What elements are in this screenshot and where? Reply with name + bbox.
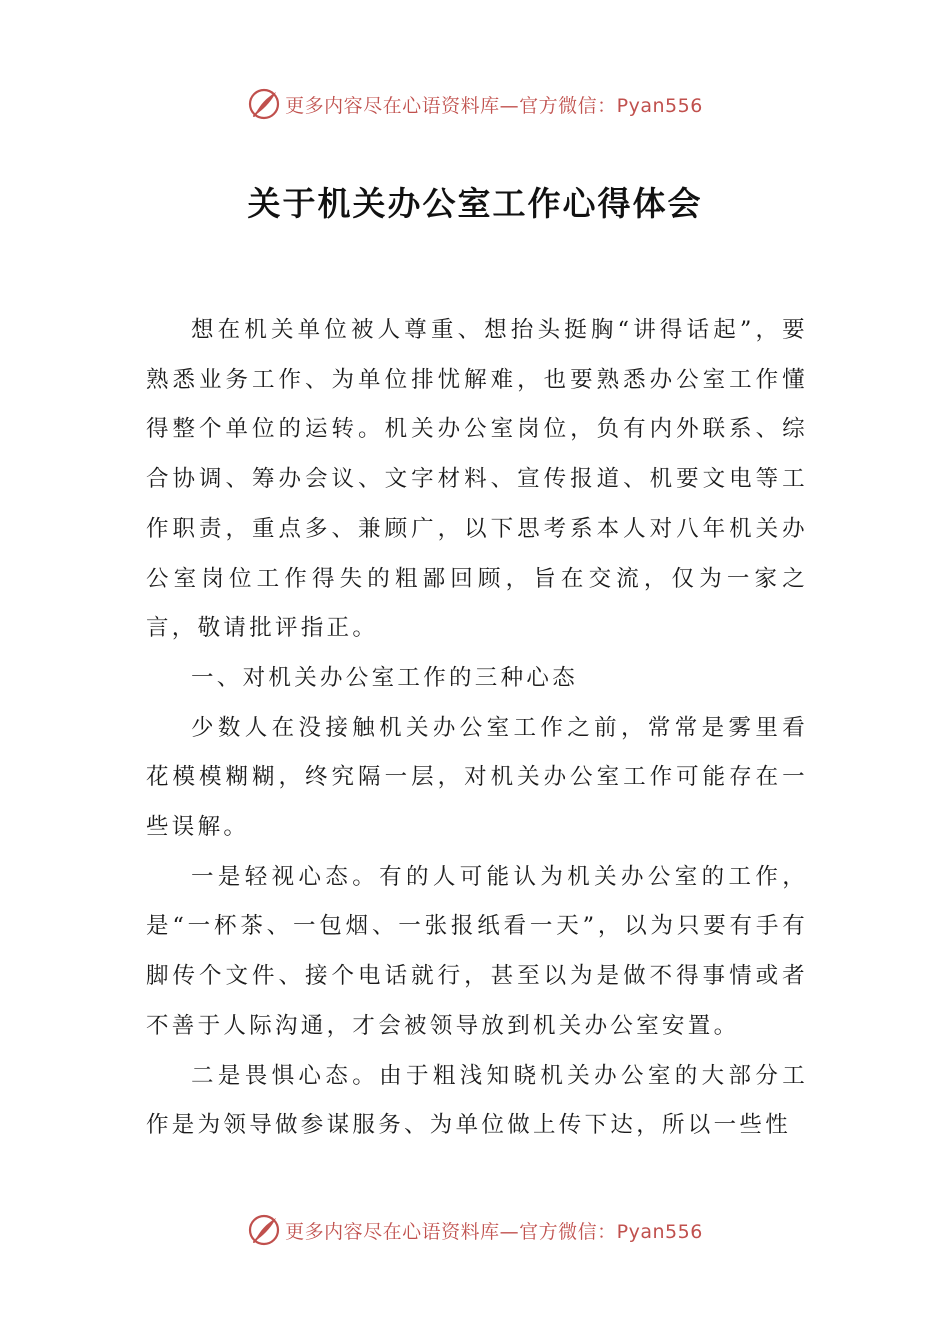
banner-text: 更多内容尽在心语资料库—官方微信：Pyan556 [285,94,703,117]
document-title: 关于机关办公室工作心得体会 [247,184,703,223]
header-banner [0,84,950,124]
document-body [146,306,808,1151]
feather-pen-logo-icon [247,1213,281,1247]
paragraph-contempt-attitude: 一是轻视心态。有的人可能认为机关办公室的工作，是“一杯茶、一包烟、一张报纸看一天”，以为只要有手有脚传个文件、接个电话就行，甚至以为是做不得事情或者不善于人际沟通，才会被领导放到机关办公室安置。 [146,863,808,1039]
paragraph-misunderstanding: 少数人在没接触机关办公室工作之前，常常是雾里看花模模糊糊，终究隔一层，对机关办公室工作可能存在一些误解。 [146,714,808,841]
footer-banner [0,1210,950,1250]
paragraph-intro: 想在机关单位被人尊重、想抬头挺胸“讲得话起”，要熟悉业务工作、为单位排忧解难，也要熟悉办公室工作懂得整个单位的运转。机关办公室岗位，负有内外联系、综合协调、筹办会议、文字材料、宣传报道、机要文电等工作职责，重点多、兼顾广，以下思考系本人对八年机关办公室岗位工作得失的粗鄙回顾，旨在交流，仅为一家之言，敬请批评指正。 [146,317,808,642]
section-heading: 一、对机关办公室工作的三种心态 [191,664,579,691]
banner-text: 更多内容尽在心语资料库—官方微信：Pyan556 [285,1220,703,1243]
paragraph-fear-attitude: 二是畏惧心态。由于粗浅知晓机关办公室的大部分工作是为领导做参谋服务、为单位做上传下达，所以一些性 [146,1062,808,1139]
feather-pen-logo-icon [247,87,281,121]
